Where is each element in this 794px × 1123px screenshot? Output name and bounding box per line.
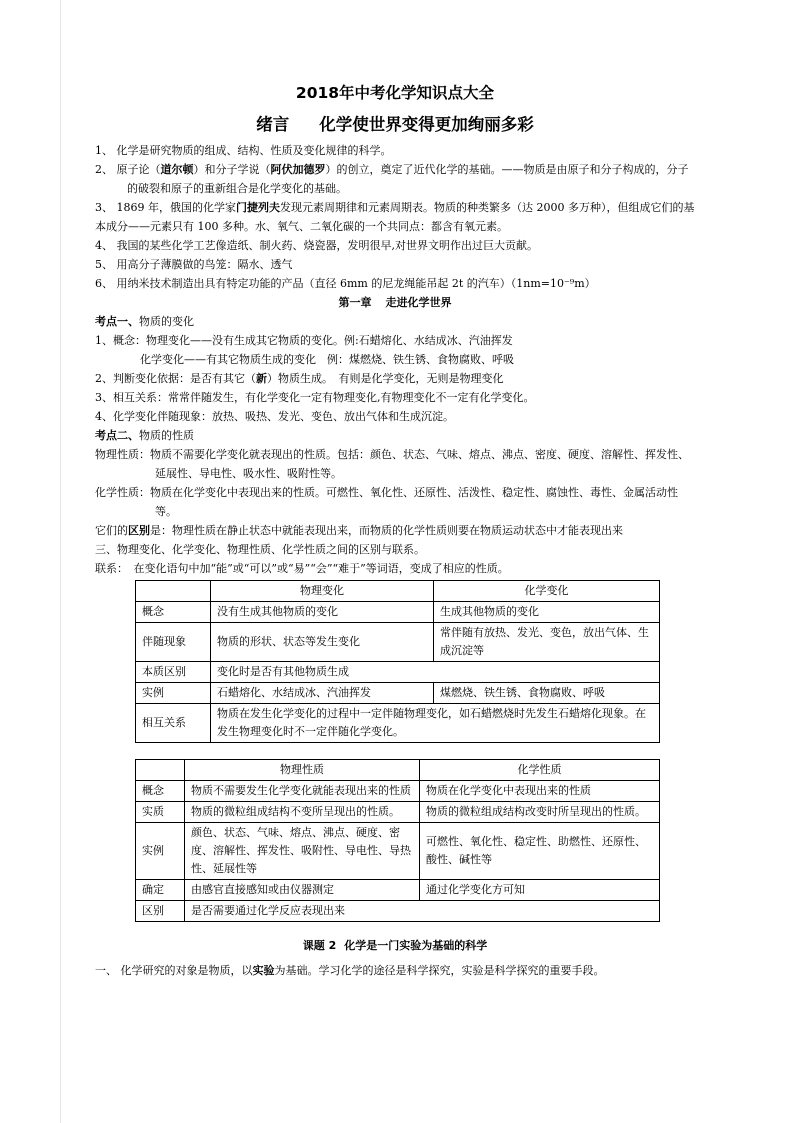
table-row xyxy=(136,880,660,901)
intro-item-2-c: ）和分子学说（ xyxy=(193,163,271,176)
table-row xyxy=(136,781,660,802)
table-row xyxy=(136,704,660,743)
kaodian-2-title: 物质的性质 xyxy=(139,429,194,442)
table-cell: 可燃性、氧化性、稳定性、助燃性、还原性、酸性、碱性等 xyxy=(420,823,660,880)
table-cell: 变化时是否有其他物质生成 xyxy=(211,662,660,683)
chapter-title: 走进化学世界 xyxy=(385,296,452,309)
row-label: 本质区别 xyxy=(136,662,211,683)
name-avogadro: 阿伏加德罗 xyxy=(270,163,326,176)
lesson-item-1-c: 为基础。学习化学的途径是科学探究，实验是科学探究的重要手段。 xyxy=(274,964,605,977)
kaodian-2-heading xyxy=(95,426,695,445)
page-margin-rule xyxy=(60,0,61,1123)
kd1-item-3: 3、相互关系：常常伴随发生，有化学变化一定有物理变化,有物理变化不一定有化学变化。 xyxy=(95,391,535,404)
table-header-row xyxy=(136,581,660,602)
kd2-item-3: 三、物理变化、化学变化、物理性质、化学性质之间的区别与联系。 xyxy=(95,543,425,556)
row-label: 伴随现象 xyxy=(136,623,211,662)
table-row xyxy=(136,683,660,704)
intro-heading-text: 化学使世界变得更加绚丽多彩 xyxy=(319,115,534,134)
lesson-heading xyxy=(95,936,695,955)
kd1-item-1: 1、概念：物理变化——没有生成其它物质的变化。例:石蜡熔化、水结成冰、汽油挥发 xyxy=(95,334,513,347)
intro-item-3-c: 发现元素周期律和元素周期表。物质的种类繁多（达 2000 多万种），但组成它们的基本成分——元素只有 100 多种。水、氧气、二氧化碳的一个共同点：都含有氧元素。 xyxy=(95,201,695,233)
chapter-number: 第一章 xyxy=(338,296,372,309)
kaodian-1-heading xyxy=(95,312,695,331)
lesson-title: 化学是一门实验为基础的科学 xyxy=(344,939,488,952)
table-cell: 物质的微粒组成结构不变所呈现出的性质。 xyxy=(185,802,420,823)
difference-keyword: 区别 xyxy=(128,524,150,537)
chemical-property-def: 化学性质：物质在化学变化中表现出来的性质。可燃性、氧化性、还原性、活泼性、稳定性、腐蚀性、毒性、金属活动性等。 xyxy=(95,486,678,518)
intro-heading xyxy=(95,113,695,137)
intro-item-4: 4、 我国的某些化学工艺像造纸、制火药、烧瓷器，发明很早,对世界文明作出过巨大贡献。 xyxy=(95,239,538,252)
intro-heading-label: 绪言 xyxy=(256,115,290,134)
table-header-cell: 物理变化 xyxy=(211,581,434,602)
name-dalton: 道尔顿 xyxy=(160,163,194,176)
table-header-row xyxy=(136,760,660,781)
table-row xyxy=(136,623,660,662)
table-cell: 是否需要通过化学反应表现出来 xyxy=(185,901,660,922)
lesson-item-1 xyxy=(95,961,695,980)
row-label: 实例 xyxy=(136,823,185,880)
intro-item-2-a: 2、 原子论（ xyxy=(95,163,161,176)
row-label: 概念 xyxy=(136,781,185,802)
kd1-item-2-a: 2、判断变化依据：是否有其它（ xyxy=(95,372,256,385)
intro-item-5: 5、 用高分子薄膜做的鸟笼：隔水、透气 xyxy=(95,258,293,271)
table-cell: 颜色、状态、气味、熔点、沸点、硬度、密度、溶解性、挥发性、吸附性、导电性、导热性、延展性等 xyxy=(185,823,420,880)
table-header-cell xyxy=(136,760,185,781)
name-mendeleev: 门捷列夫 xyxy=(236,201,280,214)
difference-line xyxy=(95,521,695,540)
table-cell: 常伴随有放热、发光、变色，放出气体、生成沉淀等 xyxy=(434,623,660,662)
lesson-item-1-keyword: 实验 xyxy=(252,964,275,977)
table-row xyxy=(136,662,660,683)
intro-item-1: 1、 化学是研究物质的组成、结构、性质及变化规律的科学。 xyxy=(95,144,392,157)
kaodian-2-label: 考点二、 xyxy=(95,429,139,442)
difference-c: 是：物理性质在静止状态中就能表现出来，而物质的化学性质则要在物质运动状态中才能表现出来 xyxy=(150,524,623,537)
table-cell: 由感官直接感知或由仪器测定 xyxy=(185,880,420,901)
table-header-cell: 化学变化 xyxy=(434,581,660,602)
table-row xyxy=(136,602,660,623)
kaodian-1-label: 考点一、 xyxy=(95,315,139,328)
row-label: 实例 xyxy=(136,683,211,704)
intro-item-3-a: 3、 1869 年，俄国的化学家 xyxy=(95,201,236,214)
table-cell: 生成其他物质的变化 xyxy=(434,602,660,623)
document-title: 2018年中考化学知识点大全 xyxy=(295,84,495,102)
table-cell: 石蜡熔化、水结成冰、汽油挥发 xyxy=(211,683,434,704)
kd1-item-2-new: 新 xyxy=(256,372,267,385)
lesson-item-1-a: 一、 化学研究的对象是物质，以 xyxy=(95,964,253,977)
table-cell: 通过化学变化方可知 xyxy=(420,880,660,901)
lesson-number: 课题 2 xyxy=(302,939,337,952)
document-page xyxy=(95,82,695,980)
row-label: 概念 xyxy=(136,602,211,623)
table-row xyxy=(136,823,660,880)
kd2-item-4: 联系： 在变化语句中加“能”或“可以”或“易”“会”“难于”等词语，变成了相应的性质。 xyxy=(95,562,509,575)
table-cell: 没有生成其他物质的变化 xyxy=(211,602,434,623)
kd1-item-2 xyxy=(95,369,695,388)
row-label: 区别 xyxy=(136,901,185,922)
table-cell: 物质不需要发生化学变化就能表现出来的性质 xyxy=(185,781,420,802)
table-row xyxy=(136,901,660,922)
kaodian-1-title: 物质的变化 xyxy=(139,315,194,328)
table-cell: 煤燃烧、铁生锈、食物腐败、呼吸 xyxy=(434,683,660,704)
table-cell: 物质在发生化学变化的过程中一定伴随物理变化，如石蜡燃烧时先发生石蜡熔化现象。在发生物理变化时不一定伴随化学变化。 xyxy=(211,704,660,743)
intro-item-3 xyxy=(95,198,695,236)
chapter-heading xyxy=(95,293,695,312)
physical-property-def: 物理性质：物质不需要化学变化就表现出的性质。包括：颜色、状态、气味、熔点、沸点、密度、硬度、溶解性、挥发性、延展性、导电性、吸水性、吸附性等。 xyxy=(95,448,689,480)
intro-item-6: 6、 用纳米技术制造出具有特定功能的产品（直径 6mm 的尼龙绳能吊起 2t 的汽车）（1nm=10⁻⁹m） xyxy=(95,277,596,290)
change-comparison-table xyxy=(135,580,660,743)
table-row xyxy=(136,802,660,823)
table-header-cell xyxy=(136,581,211,602)
row-label: 实质 xyxy=(136,802,185,823)
row-label: 确定 xyxy=(136,880,185,901)
intro-item-2-e: ）的创立，奠定了近代化学的基础。——物质是由原子和分子构成的，分子的破裂和原子的重新组合是化学变化的基础。 xyxy=(127,163,689,195)
kd1-item-4: 4、化学变化伴随现象：放热、吸热、发光、变色、放出气体和生成沉淀。 xyxy=(95,410,454,423)
table-header-cell: 物理性质 xyxy=(185,760,420,781)
table-cell: 物质的微粒组成结构改变时所呈现出的性质。 xyxy=(420,802,660,823)
table-cell: 物质的形状、状态等发生变化 xyxy=(211,623,434,662)
difference-a: 它们的 xyxy=(95,524,128,537)
row-label: 相互关系 xyxy=(136,704,211,743)
kd1-item-1b: 化学变化——有其它物质生成的变化 例：煤燃烧、铁生锈、食物腐败、呼吸 xyxy=(140,353,514,366)
kd1-item-2-c: ）物质生成。 有则是化学变化，无则是物理变化 xyxy=(267,372,504,385)
table-cell: 物质在化学变化中表现出来的性质 xyxy=(420,781,660,802)
table-header-cell: 化学性质 xyxy=(420,760,660,781)
intro-item-2 xyxy=(95,160,695,198)
property-comparison-table xyxy=(135,759,660,922)
